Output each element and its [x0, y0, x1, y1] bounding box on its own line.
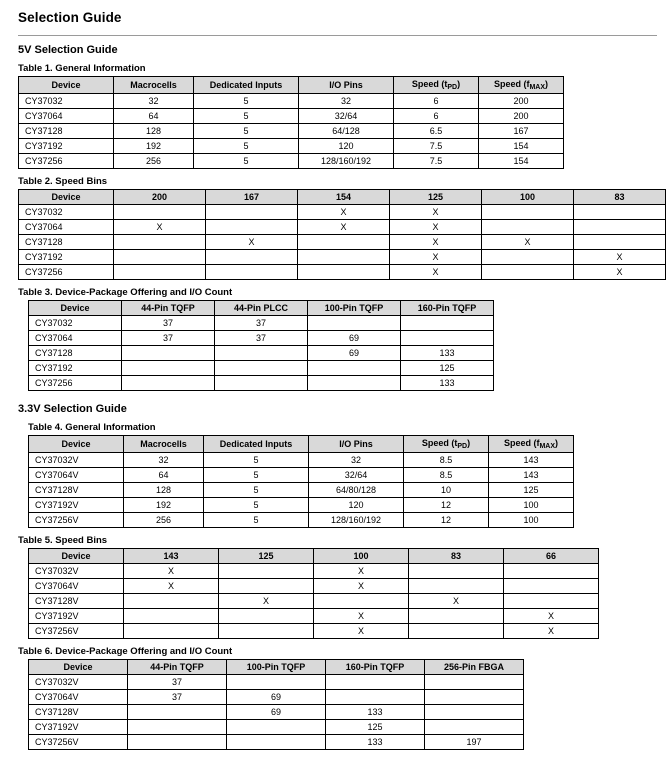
section-heading-5v: 5V Selection Guide [18, 44, 118, 56]
cell-value [574, 235, 666, 250]
cell-value [206, 205, 298, 220]
cell-device: CY37256V [29, 735, 128, 750]
table-caption-2: Table 2. Speed Bins [18, 176, 108, 187]
cell-value: 7.5 [394, 139, 479, 154]
table-header-row [29, 549, 599, 564]
table-caption-3: Table 3. Device-Package Offering and I/O Count [18, 287, 233, 298]
cell-value: 6 [394, 94, 479, 109]
cell-device: CY37256 [19, 154, 114, 169]
cell-value: X [298, 220, 390, 235]
col-154: 154 [298, 190, 390, 205]
col-speed-fmax: Speed $(f_{MAX})$ [489, 436, 574, 453]
cell-value: X [298, 205, 390, 220]
table-header-row [29, 436, 574, 453]
col-167: 167 [206, 190, 298, 205]
cell-value: 5 [194, 154, 299, 169]
cell-device: CY37064 [19, 220, 114, 235]
cell-device: CY37032V [29, 675, 128, 690]
cell-value: X [574, 250, 666, 265]
cell-value [308, 361, 401, 376]
cell-value [206, 250, 298, 265]
cell-value [401, 331, 494, 346]
cell-value [401, 316, 494, 331]
cell-value: 5 [204, 498, 309, 513]
col-device: Device [29, 660, 128, 675]
cell-value: X [314, 564, 409, 579]
cell-value [409, 564, 504, 579]
cell-value: 64 [124, 468, 204, 483]
table-header-row [29, 301, 494, 316]
cell-device: CY37256V [29, 513, 124, 528]
cell-value: 133 [401, 376, 494, 391]
cell-value: X [314, 609, 409, 624]
table-row [29, 361, 494, 376]
col-66: 66 [504, 549, 599, 564]
cell-value [128, 720, 227, 735]
col-dedicated-inputs: Dedicated Inputs [194, 77, 299, 94]
table-row [29, 376, 494, 391]
table-row [19, 94, 564, 109]
cell-device: CY37128 [19, 124, 114, 139]
cell-value: 125 [489, 483, 574, 498]
cell-device: CY37032V [29, 564, 124, 579]
cell-value: 8.5 [404, 468, 489, 483]
cell-value: 10 [404, 483, 489, 498]
cell-value [298, 235, 390, 250]
cell-value [308, 376, 401, 391]
table-caption-4: Table 4. General Information [28, 422, 156, 433]
cell-value: 69 [227, 690, 326, 705]
cell-value: X [409, 594, 504, 609]
cell-value: 12 [404, 498, 489, 513]
cell-value: X [482, 235, 574, 250]
cell-device: CY37192V [29, 498, 124, 513]
cell-value: 64 [114, 109, 194, 124]
cell-value: X [574, 265, 666, 280]
cell-value: 37 [128, 690, 227, 705]
cell-value: X [390, 265, 482, 280]
table-row [29, 624, 599, 639]
title-divider [18, 35, 657, 36]
cell-value: 200 [479, 94, 564, 109]
cell-value [128, 735, 227, 750]
col-100-pin-tqfp: 100-Pin TQFP [227, 660, 326, 675]
cell-value [122, 361, 215, 376]
cell-value: 32 [114, 94, 194, 109]
table-caption-6: Table 6. Device-Package Offering and I/O Count [18, 646, 233, 657]
cell-value: 6 [394, 109, 479, 124]
table-row [29, 513, 574, 528]
section-heading-33v: 3.3V Selection Guide [18, 403, 127, 415]
cell-value [219, 579, 314, 594]
cell-value [298, 250, 390, 265]
cell-value [298, 265, 390, 280]
cell-device: CY37128 [29, 346, 122, 361]
cell-value: X [314, 579, 409, 594]
table-caption-1: Table 1. General Information [18, 63, 146, 74]
cell-value: 128 [124, 483, 204, 498]
table-row [19, 154, 564, 169]
col-macrocells: Macrocells [114, 77, 194, 94]
cell-value: 69 [227, 705, 326, 720]
cell-value: 6.5 [394, 124, 479, 139]
cell-device: CY37032 [19, 205, 114, 220]
cell-value: 5 [194, 109, 299, 124]
table-row [29, 468, 574, 483]
cell-value [114, 205, 206, 220]
cell-value: 128 [114, 124, 194, 139]
cell-value [326, 690, 425, 705]
table-header-row [29, 660, 524, 675]
table-row [29, 564, 599, 579]
table-row [29, 498, 574, 513]
cell-value: 5 [194, 94, 299, 109]
cell-device: CY37192 [19, 250, 114, 265]
cell-value [425, 720, 524, 735]
table-row [29, 720, 524, 735]
table-row [29, 346, 494, 361]
table-row [29, 331, 494, 346]
cell-value [482, 220, 574, 235]
cell-value [482, 205, 574, 220]
cell-value: 100 [489, 498, 574, 513]
cell-value [114, 235, 206, 250]
col-device: Device [19, 77, 114, 94]
table-speed-bins-5v [18, 189, 666, 280]
cell-value: 37 [215, 331, 308, 346]
cell-value: 8.5 [404, 453, 489, 468]
col-256-pin-fbga: 256-Pin FBGA [425, 660, 524, 675]
table-row [29, 483, 574, 498]
cell-value: 143 [489, 468, 574, 483]
cell-device: CY37192V [29, 609, 124, 624]
cell-value: 200 [479, 109, 564, 124]
cell-value: 5 [194, 124, 299, 139]
cell-value: 37 [215, 316, 308, 331]
table-row [29, 705, 524, 720]
cell-value: X [390, 205, 482, 220]
table-row [19, 139, 564, 154]
cell-value: 32/64 [299, 109, 394, 124]
col-83: 83 [574, 190, 666, 205]
cell-value: 5 [204, 453, 309, 468]
cell-value [574, 220, 666, 235]
cell-value [215, 346, 308, 361]
cell-value [482, 250, 574, 265]
cell-value: 69 [308, 331, 401, 346]
cell-value: 143 [489, 453, 574, 468]
cell-value [308, 316, 401, 331]
cell-value: 133 [326, 705, 425, 720]
cell-value [124, 609, 219, 624]
cell-device: CY37192V [29, 720, 128, 735]
col-dedicated-inputs: Dedicated Inputs [204, 436, 309, 453]
table-row [29, 675, 524, 690]
cell-value [219, 564, 314, 579]
table-row [19, 235, 666, 250]
table-row [29, 690, 524, 705]
cell-value [425, 705, 524, 720]
col-83: 83 [409, 549, 504, 564]
table-general-information-33v [28, 435, 574, 528]
cell-value [124, 624, 219, 639]
cell-value [227, 675, 326, 690]
cell-value: 120 [309, 498, 404, 513]
cell-value [227, 720, 326, 735]
cell-device: CY37064 [19, 109, 114, 124]
cell-device: CY37032 [29, 316, 122, 331]
cell-value: 12 [404, 513, 489, 528]
cell-device: CY37128V [29, 594, 124, 609]
cell-device: CY37064V [29, 468, 124, 483]
page-title: Selection Guide [18, 10, 122, 25]
table-caption-5: Table 5. Speed Bins [18, 535, 108, 546]
cell-value: 5 [204, 468, 309, 483]
cell-device: CY37064V [29, 579, 124, 594]
table-header-row [19, 190, 666, 205]
col-44-pin-plcc: 44-Pin PLCC [215, 301, 308, 316]
cell-value: 32 [124, 453, 204, 468]
col-io-pins: I/O Pins [309, 436, 404, 453]
cell-value [206, 265, 298, 280]
table-row [19, 220, 666, 235]
col-160-pin-tqfp: 160-Pin TQFP [326, 660, 425, 675]
cell-value: 37 [122, 331, 215, 346]
cell-value: X [114, 220, 206, 235]
cell-value: 5 [204, 513, 309, 528]
cell-value [219, 609, 314, 624]
cell-value: 125 [401, 361, 494, 376]
col-125: 125 [390, 190, 482, 205]
cell-value [425, 690, 524, 705]
cell-value [114, 250, 206, 265]
cell-value: 256 [114, 154, 194, 169]
cell-value [409, 609, 504, 624]
col-speed-fmax: Speed $(f_{MAX})$ [479, 77, 564, 94]
cell-value: 133 [326, 735, 425, 750]
cell-value [326, 675, 425, 690]
table-header-row [19, 77, 564, 94]
cell-value: X [390, 220, 482, 235]
cell-value [122, 376, 215, 391]
cell-value [504, 579, 599, 594]
col-io-pins: I/O Pins [299, 77, 394, 94]
cell-value: X [390, 250, 482, 265]
cell-value: 128/160/192 [299, 154, 394, 169]
cell-device: CY37192 [19, 139, 114, 154]
col-device: Device [19, 190, 114, 205]
col-100: 100 [314, 549, 409, 564]
table-speed-bins-33v [28, 548, 599, 639]
cell-value: 32 [309, 453, 404, 468]
col-44-pin-tqfp: 44-Pin TQFP [128, 660, 227, 675]
cell-value [504, 564, 599, 579]
cell-value: 192 [124, 498, 204, 513]
col-speed-tpd: Speed $(t_{PD})$ [404, 436, 489, 453]
cell-value: 32/64 [309, 468, 404, 483]
table-general-information-5v [18, 76, 564, 169]
cell-value: 5 [204, 483, 309, 498]
col-device: Device [29, 549, 124, 564]
cell-device: CY37032 [19, 94, 114, 109]
cell-value: 37 [128, 675, 227, 690]
cell-value: 128/160/192 [309, 513, 404, 528]
cell-value [128, 705, 227, 720]
cell-device: CY37032V [29, 453, 124, 468]
cell-value [504, 594, 599, 609]
cell-value: 133 [401, 346, 494, 361]
table-row [19, 124, 564, 139]
cell-value: 197 [425, 735, 524, 750]
cell-value: 69 [308, 346, 401, 361]
cell-value [574, 205, 666, 220]
cell-value [114, 265, 206, 280]
cell-device: CY37128 [19, 235, 114, 250]
cell-device: CY37128V [29, 705, 128, 720]
cell-value [425, 675, 524, 690]
table-row [29, 453, 574, 468]
cell-value: X [206, 235, 298, 250]
cell-value: 64/128 [299, 124, 394, 139]
table-row [19, 265, 666, 280]
cell-value: 37 [122, 316, 215, 331]
cell-value: 125 [326, 720, 425, 735]
cell-device: CY37256 [29, 376, 122, 391]
col-device: Device [29, 301, 122, 316]
cell-value: 100 [489, 513, 574, 528]
col-100-pin-tqfp: 100-Pin TQFP [308, 301, 401, 316]
table-row [29, 316, 494, 331]
cell-value: X [390, 235, 482, 250]
cell-value [409, 579, 504, 594]
table-row [29, 609, 599, 624]
cell-value: 154 [479, 154, 564, 169]
cell-value [314, 594, 409, 609]
table-row [29, 579, 599, 594]
cell-value: X [219, 594, 314, 609]
cell-value [215, 361, 308, 376]
cell-device: CY37128V [29, 483, 124, 498]
table-row [19, 250, 666, 265]
cell-value: X [124, 579, 219, 594]
cell-value: 5 [194, 139, 299, 154]
table-row [19, 109, 564, 124]
col-200: 200 [114, 190, 206, 205]
cell-value [482, 265, 574, 280]
cell-value: 154 [479, 139, 564, 154]
cell-value: 32 [299, 94, 394, 109]
cell-value [122, 346, 215, 361]
cell-device: CY37064V [29, 690, 128, 705]
cell-device: CY37256 [19, 265, 114, 280]
table-device-package-33v [28, 659, 524, 750]
cell-value [219, 624, 314, 639]
cell-value: 256 [124, 513, 204, 528]
cell-value [124, 594, 219, 609]
table-row [29, 594, 599, 609]
col-44-pin-tqfp: 44-Pin TQFP [122, 301, 215, 316]
cell-value [227, 735, 326, 750]
cell-device: CY37064 [29, 331, 122, 346]
cell-value: X [504, 624, 599, 639]
table-device-package-5v [28, 300, 494, 391]
cell-value: 7.5 [394, 154, 479, 169]
cell-value [206, 220, 298, 235]
cell-value [409, 624, 504, 639]
table-row [29, 735, 524, 750]
cell-device: CY37192 [29, 361, 122, 376]
cell-value [215, 376, 308, 391]
col-speed-tpd: Speed $(t_{PD})$ [394, 77, 479, 94]
col-100: 100 [482, 190, 574, 205]
cell-value: 167 [479, 124, 564, 139]
cell-device: CY37256V [29, 624, 124, 639]
col-160-pin-tqfp: 160-Pin TQFP [401, 301, 494, 316]
cell-value: 64/80/128 [309, 483, 404, 498]
table-row [19, 205, 666, 220]
cell-value: X [504, 609, 599, 624]
col-125: 125 [219, 549, 314, 564]
cell-value: X [124, 564, 219, 579]
col-device: Device [29, 436, 124, 453]
col-143: 143 [124, 549, 219, 564]
cell-value: 192 [114, 139, 194, 154]
cell-value: 120 [299, 139, 394, 154]
col-macrocells: Macrocells [124, 436, 204, 453]
cell-value: X [314, 624, 409, 639]
